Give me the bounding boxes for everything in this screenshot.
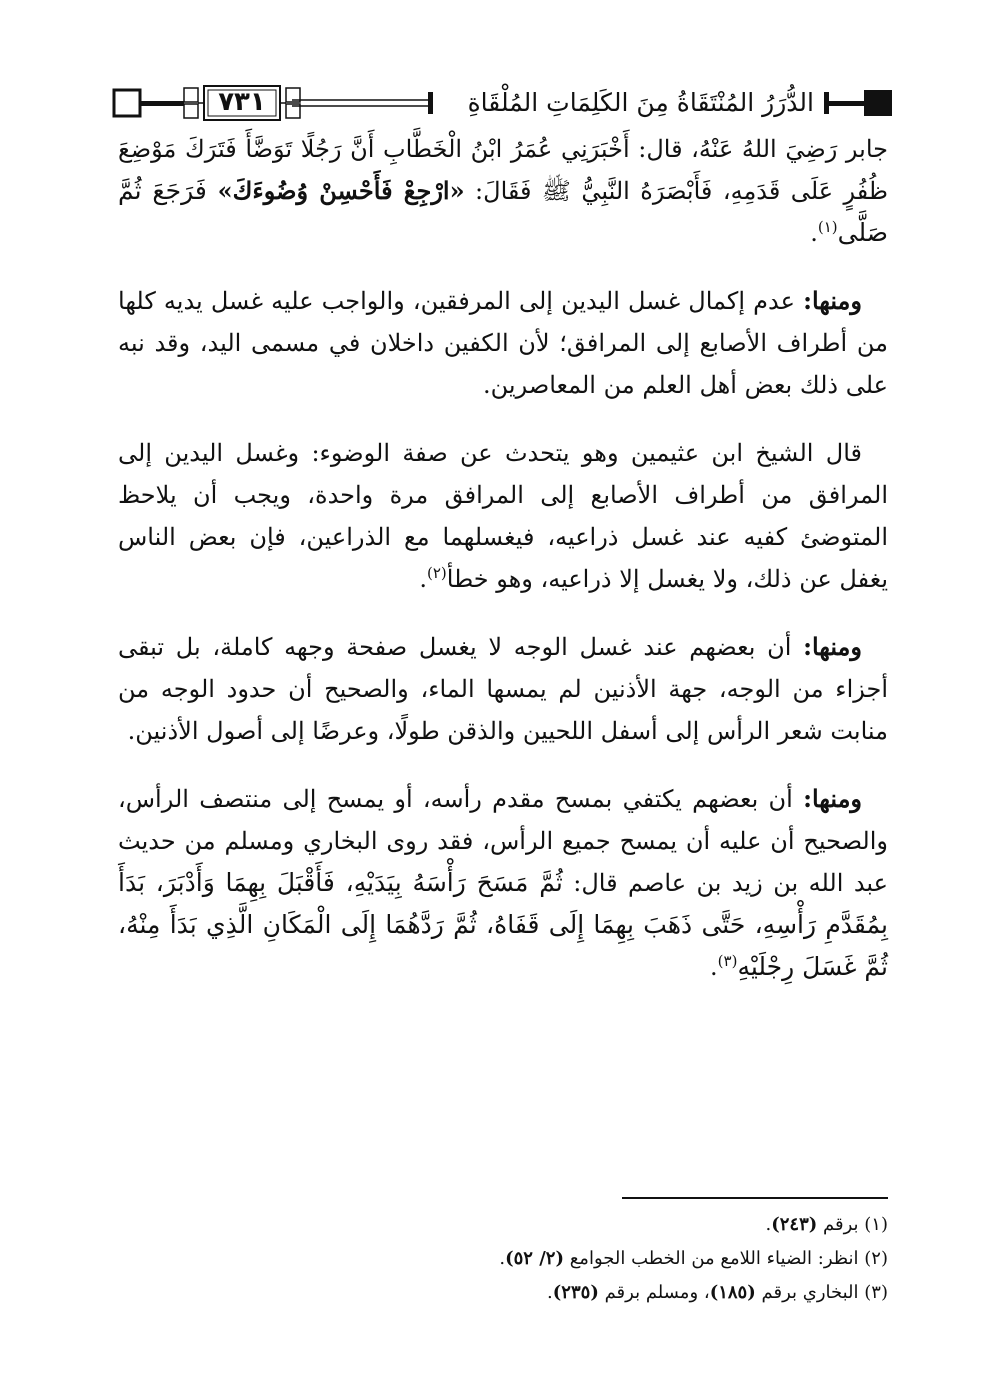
footnote-marker: (٢)	[864, 1248, 888, 1269]
paragraph-lead: ومنها:	[803, 784, 863, 813]
paragraph-lead: ومنها:	[803, 286, 862, 315]
paragraph-end: .	[710, 953, 718, 981]
paragraph-text: أن بعضهم يكتفي بمسح مقدم رأسه، أو يمسح إلى منتصف الرأس، والصحيح أن عليه أن يمسح جميع الرأس، فقد روى البخاري ومسلم من حديث عبد الله بن زيد بن عاصم قال:	[118, 785, 888, 897]
paragraph-text: قال الشيخ ابن عثيمين وهو يتحدث عن صفة الوضوء: وغسل اليدين إلى المرافق من أطراف الأصابع إلى المرافق مرة واحدة، ويجب أن يلاحظ المتوضئ كفيه عند غسل ذراعيه، فيغسلهما مع الذراعين، فإن بعض الناس يغفل عن ذلك، ولا يغسل إلا ذراعيه، وهو خطأ	[118, 439, 888, 593]
footnote-end: .	[547, 1282, 553, 1303]
footnotes	[118, 1208, 888, 1310]
footnote-ref[interactable]: (٢)	[426, 564, 447, 582]
page-header	[112, 82, 894, 124]
footnote-number: (٢٤٣)	[771, 1214, 818, 1235]
footnote-number: (١٨٥)	[709, 1282, 756, 1303]
prophetic-quote: «ارْجِعْ فَأَحْسِنْ وُضُوءَكَ»	[217, 176, 465, 205]
paragraph-lead: ومنها:	[803, 632, 862, 661]
footnote-text-mid: ، ومسلم برقم	[598, 1282, 710, 1303]
footnote-ref[interactable]: (٣)	[717, 952, 738, 970]
book-title: الدُّرَرُ المُنْتَقَاةُ مِنَ الكَلِمَاتِ المُلْقَاةِ	[458, 84, 824, 122]
footnote-marker: (١)	[864, 1214, 888, 1235]
page-number: ٧٣١	[218, 87, 266, 117]
footnote-item	[118, 1276, 888, 1310]
paragraph-tail: فَرَجَعَ ثُمَّ صَلَّى	[118, 176, 888, 247]
footnote-end: .	[499, 1248, 506, 1269]
paragraph-text: عدم إكمال غسل اليدين إلى المرفقين، والواجب عليه غسل يديه كلها من أطراف الأصابع إلى المرافق؛ لأن الكفين داخلان في مسمى اليد، وقد نبه على ذلك بعض أهل العلم من المعاصرين.	[118, 287, 888, 399]
paragraph-text: جابر رَضِيَ اللهُ عَنْهُ، قال: أَخْبَرَنِي عُمَرُ ابْنُ الْخَطَّابِ أَنَّ رَجُلًا تَوَضَّأَ فَتَرَكَ مَوْضِعَ ظُفُرٍ عَلَى قَدَمِهِ، فَأَبْصَرَهُ النَّبِيُّ ﷺ فَقَالَ:	[118, 135, 889, 205]
footnote-text: برقم	[817, 1214, 865, 1235]
footnote-marker: (٣)	[864, 1282, 888, 1303]
hadith-text: ثُمَّ مَسَحَ رَأْسَهُ بِيَدَيْهِ، فَأَقْبَلَ بِهِمَا وَأَدْبَرَ، بَدَأَ بِمُقَدَّمِ رَأْسِهِ، حَتَّى ذَهَبَ بِهِمَا إِلَى قَفَاهُ، ثُمَّ رَدَّهُمَا إِلَى الْمَكَانِ الَّذِي بَدَأَ مِنْهُ، ثُمَّ غَسَلَ رِجْلَيْهِ	[118, 868, 888, 981]
footnote-item	[118, 1242, 888, 1276]
footnote-number: (٢/ ٥٢)	[505, 1248, 564, 1269]
footnote-number: (٢٣٥)	[552, 1282, 599, 1303]
paragraph-hadith-intro	[118, 128, 888, 254]
paragraph-text: أن بعضهم عند غسل الوجه لا يغسل صفحة وجهه كاملة، بل تبقى أجزاء من الوجه، جهة الأذنين لم يمسها الماء، والصحيح أن حدود الوجه من منابت شعر الرأس إلى أسفل اللحيين والذقن طولًا، وعرضًا إلى أصول الأذنين.	[118, 633, 888, 745]
main-text	[118, 128, 888, 988]
footnote-divider	[622, 1197, 888, 1199]
footnote-ref[interactable]: (١)	[817, 218, 838, 236]
paragraph-hands	[118, 280, 888, 406]
paragraph-end: .	[810, 219, 818, 247]
paragraph-head	[118, 778, 888, 988]
footnote-item	[118, 1208, 888, 1242]
footnote-end: .	[765, 1214, 772, 1235]
paragraph-ibn-uthaymeen	[118, 432, 888, 600]
footnote-text: البخاري برقم	[755, 1282, 865, 1303]
footnote-text: انظر: الضياء اللامع من الخطب الجوامع	[564, 1248, 865, 1269]
paragraph-face	[118, 626, 888, 752]
paragraph-end: .	[419, 565, 427, 593]
